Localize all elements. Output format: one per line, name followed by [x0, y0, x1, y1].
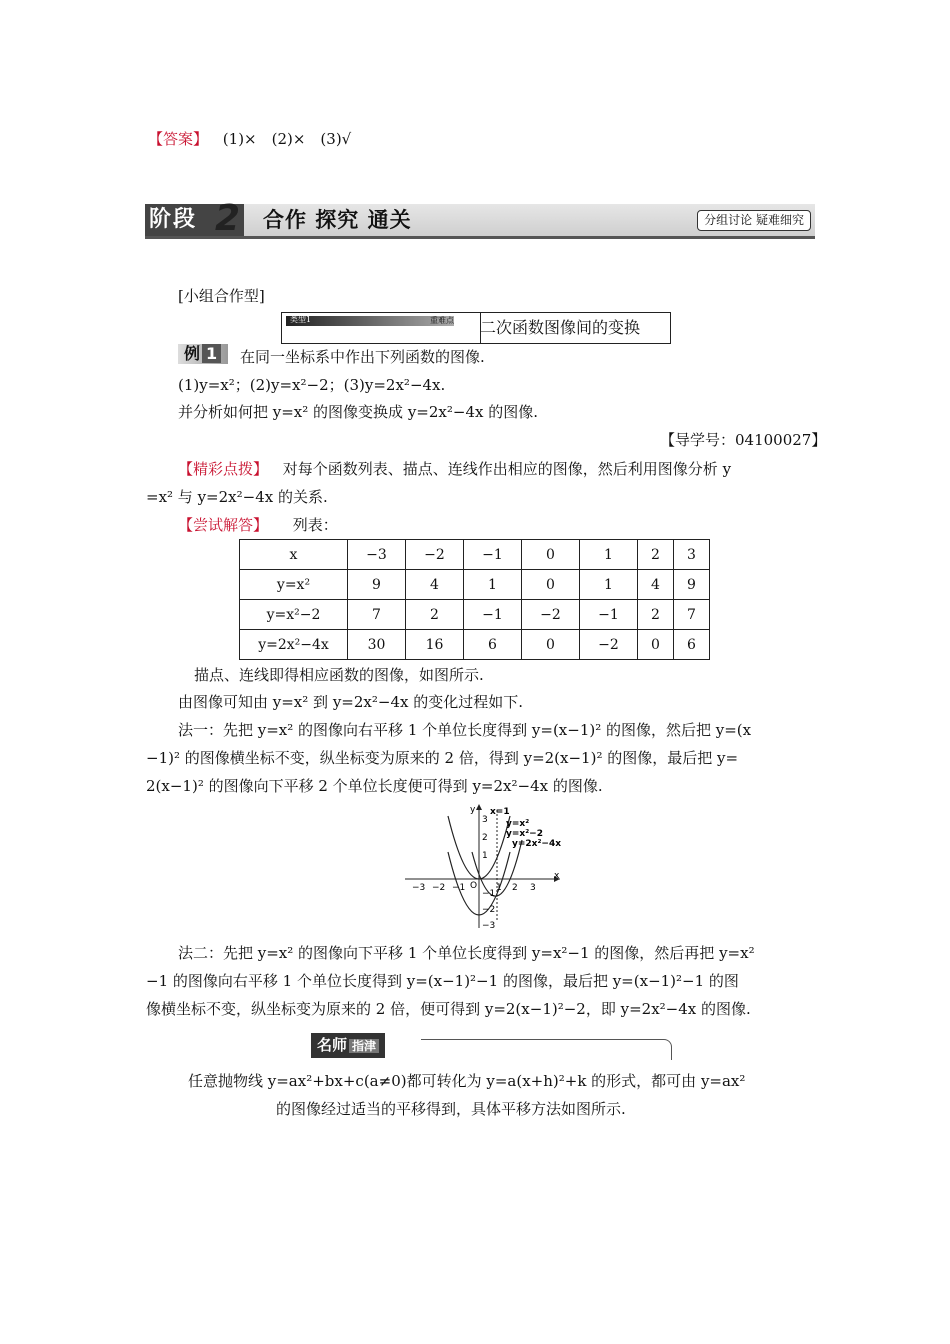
- example-line2: (1)y=x²；(2)y=x²−2；(3)y=2x²−4x.: [178, 376, 446, 394]
- f2-label: y=x²−2: [506, 829, 543, 839]
- method2-line1: 法二：先把 y=x² 的图像向下平移 1 个单位长度得到 y=x²−1 的图像，然后再把 y=x²: [178, 944, 755, 962]
- parabola-graph: [400, 800, 580, 930]
- x-tick: 3: [530, 883, 536, 893]
- type-mini: 重难点: [430, 316, 454, 325]
- origin-label: O: [470, 881, 478, 891]
- method2-line2: −1 的图像向右平移 1 个单位长度得到 y=(x−1)²−1 的图像，最后把 y=(x−1)²−1 的图: [146, 972, 739, 990]
- section-banner: [145, 198, 815, 239]
- guide-number: 【导学号：04100027】: [660, 431, 827, 449]
- try-line: [178, 514, 338, 535]
- section-label: 阶段: [145, 204, 244, 236]
- table-row: y=2x²−4x 30 16 6 0 −2 0 6: [240, 630, 710, 660]
- answer-label: 【答案】: [148, 130, 209, 148]
- y-tick: −1: [482, 889, 496, 899]
- y-axis-label: y: [470, 805, 476, 815]
- y-tick: 2: [482, 833, 488, 843]
- section-number: 2: [215, 198, 241, 239]
- x-axis-label: x: [554, 871, 560, 881]
- f3-label: y=2x²−4x: [512, 839, 562, 849]
- master-text1: 任意抛物线 y=ax²+bx+c(a≠0)都可转化为 y=a(x+h)²+k 的形式，都可由 y=ax²: [188, 1072, 746, 1090]
- y-tick: −2: [482, 905, 496, 915]
- type-badge: 类型1: [290, 315, 312, 324]
- type-title: 二次函数图像间的变换: [480, 318, 641, 337]
- x-tick: −1: [452, 883, 466, 893]
- hint-line2: =x² 与 y=2x²−4x 的关系.: [146, 488, 328, 506]
- section-tag: 分组讨论 疑难细究: [697, 210, 811, 231]
- method2-line3: 像横坐标不变，纵坐标变为原来的 2 倍，便可得到 y=2(x−1)²−2，即 y=2x²−4x 的图像.: [146, 1000, 751, 1018]
- method1-line2: −1)² 的图像横坐标不变，纵坐标变为原来的 2 倍，得到 y=2(x−1)² 的图像，最后把 y=: [146, 749, 739, 767]
- table-row: x −3 −2 −1 0 1 2 3: [240, 540, 710, 570]
- hint-label: 【精彩点拨】: [178, 460, 269, 478]
- master-text2: 的图像经过适当的平移得到，具体平移方法如图所示.: [276, 1100, 626, 1118]
- example-line1: 在同一坐标系中作出下列函数的图像.: [240, 348, 485, 366]
- hint-line1: [178, 458, 731, 479]
- try-label: 【尝试解答】: [178, 516, 269, 534]
- process-line: 由图像可知由 y=x² 到 y=2x²−4x 的变化过程如下.: [178, 693, 523, 711]
- table-row: y=x²−2 7 2 −1 −2 −1 2 7: [240, 600, 710, 630]
- y-tick: −3: [482, 921, 496, 930]
- y-tick: 3: [482, 815, 488, 825]
- x-tick: −2: [432, 883, 446, 893]
- type-box: [281, 312, 671, 344]
- try-text: 列表：: [292, 516, 338, 534]
- f1-label: y=x²: [506, 819, 530, 829]
- method1-line1: 法一：先把 y=x² 的图像向右平移 1 个单位长度得到 y=(x−1)² 的图像，然后把 y=(x: [178, 721, 752, 739]
- x-tick: −3: [412, 883, 426, 893]
- group-type: [小组合作型]: [178, 287, 265, 305]
- value-table: [239, 539, 710, 660]
- hint-text1: 对每个函数列表、描点、连线作出相应的图像，然后利用图像分析 y: [282, 460, 732, 478]
- section-title: 合作 探究 通关: [263, 208, 412, 232]
- example-label: 例 1: [178, 344, 228, 364]
- y-tick: 1: [482, 851, 488, 861]
- table-row: y=x² 9 4 1 0 1 4 9: [240, 570, 710, 600]
- master-label: 名师 指津: [311, 1033, 385, 1058]
- x-tick: 2: [512, 883, 518, 893]
- method1-line3: 2(x−1)² 的图像向下平移 2 个单位长度便可得到 y=2x²−4x 的图像.: [146, 777, 603, 795]
- master-tip-header: [311, 1033, 676, 1061]
- x-tick: 1: [496, 883, 502, 893]
- after-table: 描点、连线即得相应函数的图像，如图所示.: [194, 666, 484, 684]
- answer-line: [148, 128, 351, 149]
- answer-text: (1)× (2)× (3)√: [222, 130, 352, 148]
- example-line3: 并分析如何把 y=x² 的图像变换成 y=2x²−4x 的图像.: [178, 403, 538, 421]
- x1-label: x=1: [490, 807, 510, 817]
